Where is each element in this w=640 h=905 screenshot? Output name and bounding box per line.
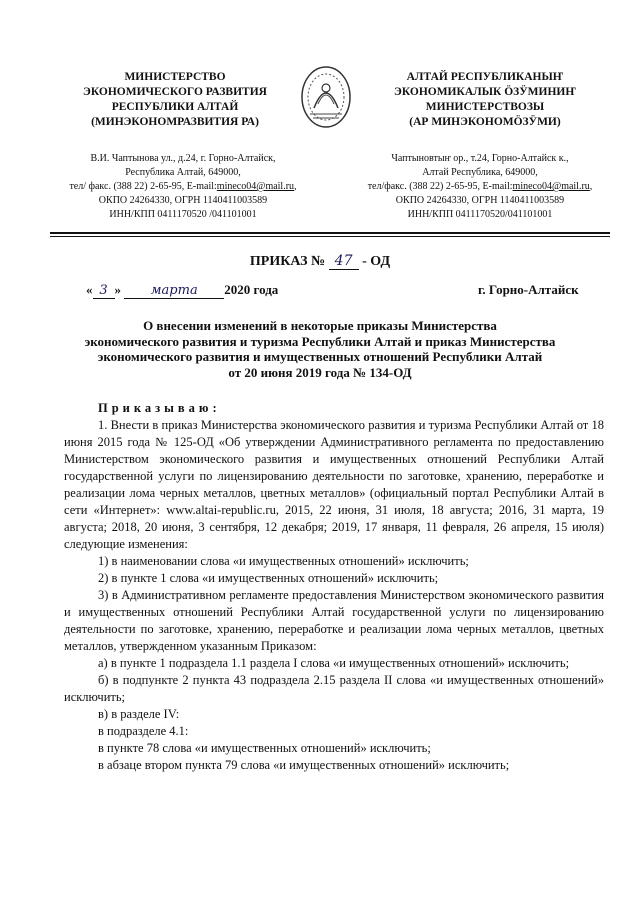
header-line: АЛТАЙ РЕСПУБЛИКАНЫҤ — [406, 71, 564, 83]
coat-of-arms-emblem-icon — [300, 64, 352, 130]
header-line: МИНИСТЕРСТВОЗЫ — [425, 101, 545, 113]
address-line: Алтай Республика, 649000, — [422, 167, 538, 178]
header-ministry-alt — [370, 70, 600, 130]
header-divider-thin — [50, 236, 610, 237]
order-month: марта — [124, 283, 224, 299]
quote-close: » — [114, 282, 121, 297]
order-date — [86, 282, 278, 299]
header-line: ЭКОНОМИЧЕСКОГО РАЗВИТИЯ — [83, 86, 267, 98]
address-line: В.И. Чаптынова ул., д.24, г. Горно-Алтайск, — [90, 153, 276, 164]
subject-line: О внесении изменений в некоторые приказы Министерства — [143, 318, 497, 333]
address-line: Республика Алтай, 649000, — [125, 167, 241, 178]
address-block-ru — [48, 152, 318, 222]
comma: , — [589, 181, 593, 192]
prikazyvayu-heading: Приказываю: — [98, 401, 221, 415]
inn-line: ИНН/КПП 0411170520/041101001 — [407, 209, 553, 220]
phone-fax: тел/ факс. (388 22) 2-65-95, E-mail: — [69, 181, 217, 192]
order-title-prefix: ПРИКАЗ № — [249, 254, 326, 269]
order-day: 3 — [93, 283, 115, 299]
subitem-a: а) в пункте 1 подраздела 1.1 раздела I слова «и имущественных отношений» исключить; — [98, 656, 570, 670]
order-city: г. Горно-Алтайск — [478, 282, 579, 297]
address-block-alt — [345, 152, 615, 222]
subitem-v-3: в абзаце втором пункта 79 слова «и имущественных отношений» исключить; — [98, 758, 510, 772]
order-number: 47 — [329, 253, 359, 270]
paragraph-1: 1. Внести в приказ Министерства экономического развития и туризма Республики Алтай от 18 июня 2015 года № 125-ОД «Об утверждении Административного регламента по предоставлению Министерством экономического развития и имущественных отношений Республики Алтай государственной услуги по лицензированию деятельности по заготовке, хранению, переработке и реализации лома черных металлов, цветных металлов» (официальный портал Республики Алтай в сети «Интернет»: www.altai-republic.ru, 2015, 22 июня, 31 июля, 18 августа; 2016, 31 марта, 19 августа; 2018, 20 июня, 3 сентября, 12 декабря; 2019, 17 января, 11 февраля, 26 апреля, 15 июля) следующие изменения: — [64, 418, 604, 551]
quote-open: « — [86, 282, 93, 297]
order-body — [64, 400, 604, 774]
subject-line: экономического развития и имущественных отношений Республики Алтай — [97, 349, 543, 364]
order-year: 2020 года — [224, 282, 279, 297]
item-3: 3) в Административном регламенте предоставления Министерством экономического развития и имущественных отношений Республики Алтай государственной услуги по лицензированию деятельности по заготовке, хранению, переработке и реализации лома черных металлов, цветных металлов, утвержденном указанным Приказом: — [64, 588, 604, 653]
inn-line: ИНН/КПП 0411170520 /041101001 — [109, 209, 257, 220]
contact-line — [345, 180, 615, 194]
order-title — [0, 253, 640, 270]
subitem-v-2: в пункте 78 слова «и имущественных отношений» исключить; — [98, 741, 431, 755]
order-title-suffix: - ОД — [362, 254, 391, 269]
header-line: МИНИСТЕРСТВО — [124, 71, 226, 83]
header-ministry-ru — [60, 70, 290, 130]
subitem-v: в) в разделе IV: — [98, 707, 180, 721]
header-line: ЭКОНОМИКАЛЫК ÖЗӰМИНИҤ — [394, 86, 576, 98]
phone-fax: тел/факс. (388 22) 2-65-95, E-mail: — [367, 181, 513, 192]
item-2: 2) в пункте 1 слова «и имущественных отношений» исключить; — [98, 571, 439, 585]
comma: , — [294, 181, 297, 192]
email-link[interactable]: mineco04@mail.ru — [216, 181, 295, 192]
subitem-v-1: в подразделе 4.1: — [98, 724, 189, 738]
order-subject — [60, 318, 580, 380]
header-divider — [50, 232, 610, 234]
address-line: Чаптыновтыҥ ор., т.24, Горно-Алтайск к., — [391, 153, 569, 164]
email-link[interactable]: mineco04@mail.ru — [512, 181, 590, 192]
okpo-line: ОКПО 24264330, ОГРН 1140411003589 — [395, 195, 565, 206]
item-1: 1) в наименовании слова «и имущественных отношений» исключить; — [98, 554, 469, 568]
header-line: (МИНЭКОНОМРАЗВИТИЯ РА) — [91, 116, 259, 128]
subitem-b: б) в подпункте 2 пункта 43 подраздела 2.15 раздела II слова «и имущественных отношений» исключить; — [64, 673, 604, 704]
header-line: (АР МИНЭКОНОМÖЗӰМИ) — [409, 116, 561, 128]
okpo-line: ОКПО 24264330, ОГРН 1140411003589 — [98, 195, 268, 206]
header-line: РЕСПУБЛИКИ АЛТАЙ — [111, 101, 239, 113]
subject-line: экономического развития и туризма Республики Алтай и приказ Министерства — [84, 333, 556, 349]
contact-line — [48, 180, 318, 194]
subject-line: от 20 июня 2019 года № 134-ОД — [228, 364, 412, 380]
